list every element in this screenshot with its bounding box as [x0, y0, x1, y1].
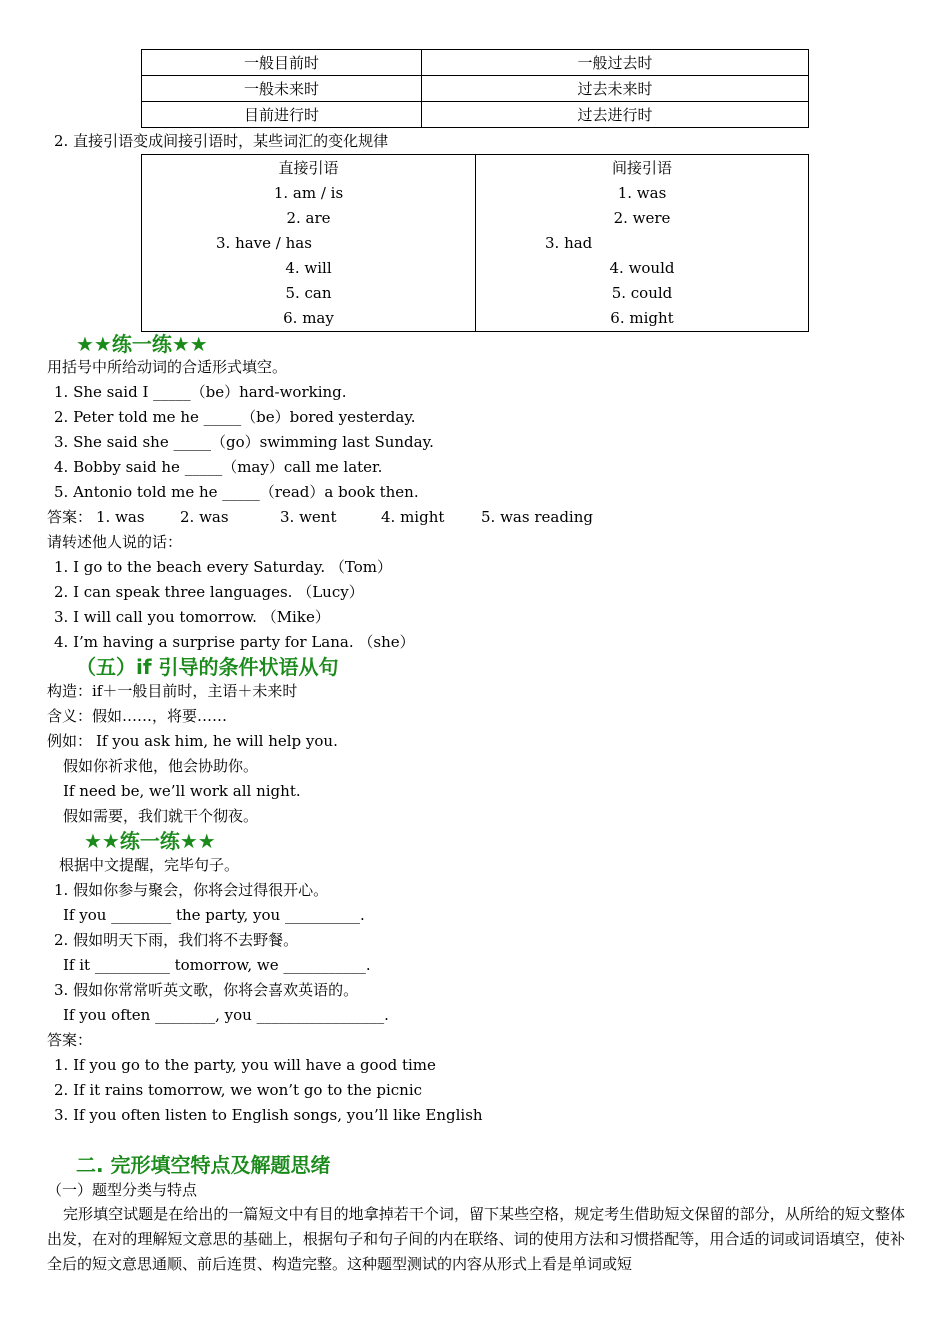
exercise3-item: 1. 假如你参与聚会，你将会过得很开心。 [54, 881, 329, 899]
exercise2-item: 2. I can speak three languages. （Lucy） [54, 583, 364, 601]
example-line: 假如你祈求他，他会协助你。 [63, 757, 259, 775]
section5-structure: 构造：if＋一般目前时，主语＋未来时 [47, 682, 298, 700]
answer-item: 3. went [280, 508, 337, 526]
direct-item: 3. have / has [216, 234, 312, 252]
answer-label: 答案： [47, 508, 93, 526]
direct-column [142, 155, 476, 332]
indirect-item: 6. might [610, 309, 674, 327]
answer-item: 2. If it rains tomorrow, we won’t go to the picnic [54, 1081, 423, 1099]
exercise1-item: 2. Peter told me he _____（be）bored yesterday. [54, 408, 416, 426]
tense-cell: 一般未来时 [142, 76, 422, 102]
indirect-header: 间接引语 [611, 159, 672, 177]
indirect-item: 1. was [617, 184, 667, 202]
practice-heading: ★★练一练★★ [76, 332, 208, 356]
answer-item: 1. was [96, 508, 145, 526]
tense-cell: 一般过去时 [422, 50, 809, 76]
section2-title: 2. 直接引语变成间接引语时，某些词汇的变化规律 [54, 132, 389, 150]
answer-item: 1. If you go to the party, you will have a good time [54, 1056, 436, 1074]
answer-item: 3. If you often listen to English songs, you’ll like English [54, 1106, 483, 1124]
practice-heading: ★★练一练★★ [84, 829, 216, 853]
example-label: 例如： [47, 732, 93, 750]
exercise1-instruction: 用括号中所给动词的合适形式填空。 [47, 358, 288, 376]
direct-item: 2. are [286, 209, 331, 227]
exercise3-blank-line: If you often ________, you _________________. [63, 1006, 389, 1024]
part2-subtitle: （一）题型分类与特点 [47, 1181, 198, 1199]
direct-item: 1. am / is [273, 184, 344, 202]
exercise1-item: 5. Antonio told me he _____（read）a book then. [54, 483, 419, 501]
exercise2-item: 1. I go to the beach every Saturday. （Tom） [54, 558, 392, 576]
exercise3-instruction: 根据中文提醒，完毕句子。 [59, 856, 240, 874]
tense-cell: 过去未来时 [422, 76, 809, 102]
exercise3-item: 3. 假如你常常听英文歌，你将会喜欢英语的。 [54, 981, 359, 999]
direct-item: 4. will [285, 259, 332, 277]
exercise3-blank-line: If you ________ the party, you __________. [63, 906, 365, 924]
tense-cell: 目前进行时 [142, 102, 422, 128]
section5-title: （五）if 引导的条件状语从句 [76, 655, 339, 679]
exercise2-instruction: 请转述他人说的话： [47, 533, 183, 551]
exercise3-blank-line: If it __________ tomorrow, we ___________. [63, 956, 371, 974]
exercise3-item: 2. 假如明天下雨，我们将不去野餐。 [54, 931, 299, 949]
example-line: 假如需要，我们就干个彻夜。 [63, 807, 259, 825]
tense-cell: 一般目前时 [142, 50, 422, 76]
direct-item: 6. may [283, 309, 334, 327]
tense-cell: 过去进行时 [422, 102, 809, 128]
indirect-item: 2. were [613, 209, 671, 227]
exercise1-item: 4. Bobby said he _____（may）call me later. [54, 458, 383, 476]
tense-table [141, 49, 809, 128]
exercise1-item: 1. She said I _____（be）hard-working. [54, 383, 347, 401]
example-line: If you ask him, he will help you. [96, 732, 338, 750]
section5-meaning: 含义：假如……，将要…… [47, 707, 228, 725]
answer-label: 答案： [47, 1031, 93, 1049]
answer-item: 4. might [381, 508, 445, 526]
part2-paragraph: 完形填空试题是在给出的一篇短文中有目的地拿掉若干个词，留下某些空格，规定考生借助短文保留的部分，从所给的短文整体出发，在对的理解短文意思的基础上，根据句子和句子间的内在联络、词的使用方法和习惯搭配等，用合适的词或词语填空，使补全后的短文意思通顺、前后连贯、构造完整。这种题型测试的内容从形式上看是单词或短 [47, 1205, 905, 1273]
exercise2-item: 4. I’m having a surprise party for Lana. （she） [54, 633, 415, 651]
indirect-column [476, 155, 809, 332]
direct-header: 直接引语 [278, 159, 339, 177]
part2-title: 二. 完形填空特点及解题思绪 [76, 1153, 331, 1177]
answer-item: 5. was reading [481, 508, 593, 526]
exercise2-item: 3. I will call you tomorrow. （Mike） [54, 608, 330, 626]
indirect-item: 4. would [609, 259, 675, 277]
direct-item: 5. can [285, 284, 332, 302]
indirect-item: 3. had [545, 234, 593, 252]
speech-table [141, 154, 809, 332]
indirect-item: 5. could [611, 284, 673, 302]
exercise1-item: 3. She said she _____（go）swimming last Sunday. [54, 433, 434, 451]
example-line: If need be, we’ll work all night. [63, 782, 301, 800]
answer-item: 2. was [180, 508, 229, 526]
